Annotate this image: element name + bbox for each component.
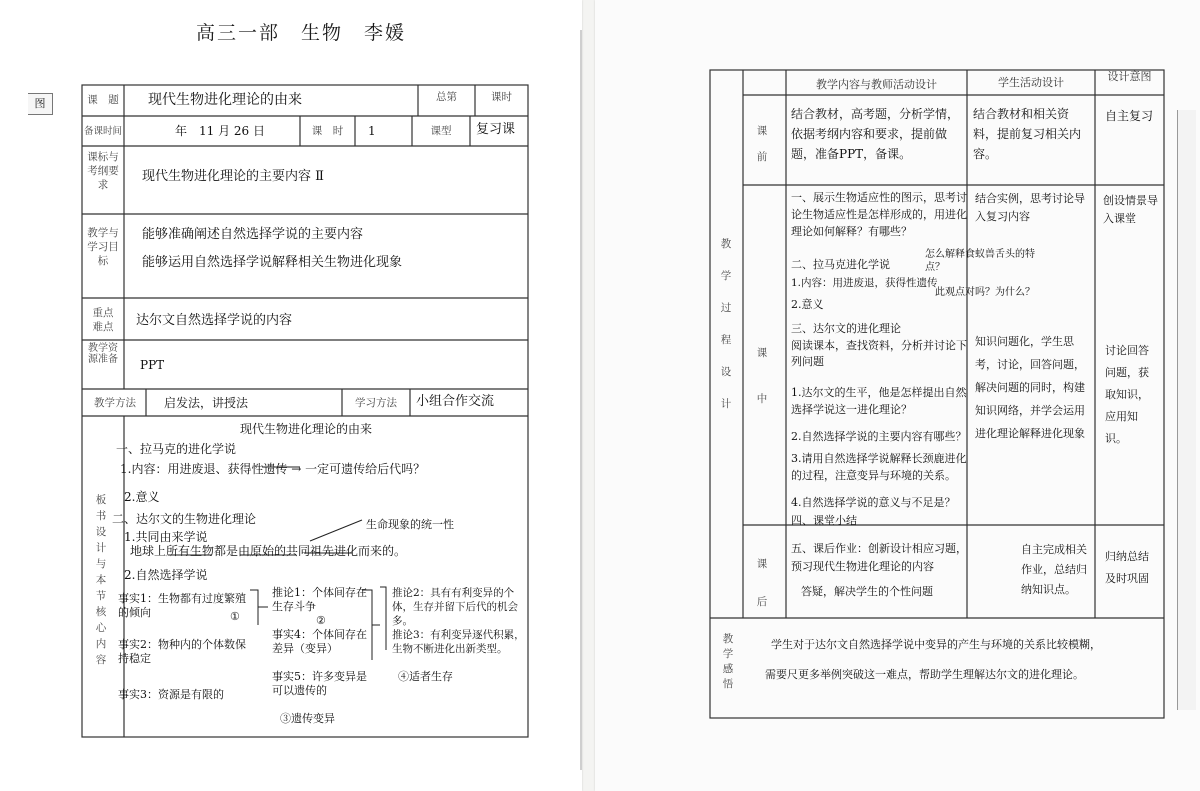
- teach-method-value: 启发法，讲授法: [164, 396, 249, 410]
- periods-value: 1: [368, 124, 376, 138]
- period-unit-label: 课时: [491, 91, 512, 103]
- reflection-line-1: 学生对于达尔文自然选择学说中变异的产生与环境的关系比较模糊，: [771, 638, 1101, 651]
- prep-date: 年 11 月 26 日: [175, 124, 265, 138]
- reflection-line-2: 需要尺更多举例突破这一难点，帮助学生理解达尔文的进化理论。: [765, 668, 1084, 681]
- pre-student: 结合教材和相关资料，提前复习相关内容。: [973, 107, 1082, 161]
- fact-3: 事实3：资源是有限的: [118, 688, 224, 701]
- inference-3-mark: ④适者生存: [398, 670, 453, 683]
- board-line-7: 2.自然选择学说: [124, 568, 208, 582]
- header-content: 教学内容与教师活动设计: [816, 78, 937, 91]
- in-c9: 3.请用自然选择学说解释长颈鹿进化的过程，注意变异与环境的关系。: [791, 452, 967, 482]
- pre-content: 结合教材，高考题，分析学情，依据考纲内容和要求，提前做题，准备PPT，备课。: [791, 107, 960, 161]
- standard-value: 现代生物进化理论的主要内容 Ⅱ: [142, 169, 324, 184]
- right-page: [595, 0, 1200, 791]
- board-line-1: 一、拉马克的进化学说: [116, 442, 237, 456]
- board-line-5: 1.共同由来学说: [124, 530, 208, 544]
- standard-label: 课标与考纲要求: [87, 151, 119, 191]
- in-c8: 2.自然选择学说的主要内容有哪些？: [791, 430, 967, 443]
- post-content: 五、课后作业：创新设计相应习题，预习现代生物进化理论的内容: [791, 542, 967, 573]
- section-in: 课中: [756, 347, 768, 405]
- in-c6: 阅读课本，查找资料，分析并讨论下列问题: [791, 339, 967, 368]
- goal-2: 能够运用自然选择学说解释相关生物进化现象: [142, 255, 403, 270]
- inference-1: 推论1：个体间存在生存斗争: [272, 586, 367, 613]
- in-c1: 一、展示生物适应性的图示，思考讨论生物适应性是怎样形成的，用进化理论如何解释？有哪些？: [791, 191, 967, 238]
- in-c7: 1.达尔文的生平，他是怎样提出自然选择学说这一进化理论？: [791, 386, 967, 416]
- margin-tab: 图: [28, 93, 53, 115]
- keypoints-value: 达尔文自然选择学说的内容: [136, 313, 293, 328]
- fact-1: 事实1：生物都有过度繁殖的倾向: [118, 592, 246, 619]
- goal-1: 能够准确阐述自然选择学说的主要内容: [142, 227, 364, 242]
- right-edge-tab: [1177, 110, 1196, 710]
- board-title: 现代生物进化理论的由来: [240, 422, 373, 436]
- board-line-6: 地球上所有生物都是由原始的共同祖先进化而来的。: [130, 544, 407, 558]
- in-s2: 知识问题化，学生思考，讨论，回答问题，解决问题的同时，构建知识网络，并学会运用进化理论解释进化现象: [975, 335, 1085, 440]
- post-content-2: 答疑，解决学生的个性问题: [801, 585, 933, 598]
- fact-1-mark: ①: [230, 610, 240, 623]
- board-line-4: 二、达尔文的生物进化理论: [112, 512, 257, 526]
- post-student: 自主完成相关作业，总结归纳知识点。: [1021, 543, 1087, 596]
- header-intent: 设计意图: [1107, 70, 1152, 83]
- fact-2: 事实2：物种内的个体数保持稳定: [118, 638, 246, 665]
- fact-4: 事实4：个体间存在差异（变异）: [272, 628, 367, 655]
- topic-value: 现代生物进化理论的由来: [148, 92, 302, 108]
- in-d2: 讨论回答问题，获取知识，应用知识。: [1105, 344, 1149, 445]
- fact-5-mark: ③遗传变异: [280, 712, 335, 725]
- board-label: 板书设计与本节核心内容: [95, 494, 107, 666]
- page-spine: [580, 30, 582, 770]
- in-c2: 二、拉马克进化学说: [791, 258, 890, 271]
- in-d1: 创设情景导入课堂: [1103, 194, 1158, 225]
- goals-label: 教学与学习目标: [87, 227, 119, 267]
- learn-method-value: 小组合作交流: [416, 394, 495, 409]
- in-c11: 四、课堂小结: [791, 514, 857, 527]
- lesson-type-value: 复习课: [476, 122, 516, 137]
- lesson-type-label: 课型: [430, 125, 452, 137]
- resources-value: PPT: [140, 358, 165, 372]
- learn-method-label: 学习方法: [355, 397, 397, 409]
- section-pre: 课前: [756, 125, 768, 163]
- resources-label: 教学资源准备: [88, 343, 118, 365]
- board-line-4b: 生命现象的统一性: [366, 518, 454, 531]
- section-reflection: 教学感悟: [722, 633, 734, 690]
- section-post: 课后: [756, 558, 768, 608]
- in-c3: 1.内容：用进废退，获得性遗传: [791, 277, 938, 289]
- in-c3-note: 怎么解释食蚁兽舌头的特点？: [925, 249, 1035, 273]
- in-c10: 4.自然选择学说的意义与不足是？: [791, 496, 956, 509]
- fact-5: 事实5：许多变异是可以遗传的: [272, 670, 367, 697]
- board-line-2: 1.内容：用进废退、获得性遗传 → 一定可遗传给后代吗？: [120, 462, 426, 476]
- left-page: [0, 0, 582, 791]
- page-header: 高三一部 生物 李媛: [196, 22, 407, 44]
- prep-time-label: 备课时间: [83, 126, 122, 137]
- teach-method-label: 教学方法: [94, 397, 136, 409]
- in-c4: 2.意义: [791, 298, 824, 311]
- inference-3: 推论3：有利变异逐代积累，生物不断进化出新类型。: [392, 629, 525, 655]
- in-c3-mark: 此观点对吗？为什么？: [935, 287, 1035, 298]
- pre-intent: 自主复习: [1105, 109, 1154, 123]
- header-student: 学生活动设计: [998, 76, 1064, 89]
- post-intent: 归纳总结及时巩固: [1105, 550, 1149, 585]
- inference-1-mark: ②: [316, 614, 326, 627]
- board-line-3: 2.意义: [124, 490, 160, 504]
- total-periods-label: 总第: [436, 91, 457, 103]
- periods-label: 课 时: [311, 125, 344, 137]
- inference-2: 推论2：具有有利变异的个体，生存并留下后代的机会多。: [392, 587, 518, 627]
- keypoints-label: 重点难点: [92, 307, 114, 333]
- section-process: 教学过程设计: [720, 238, 732, 410]
- topic-label: 课 题: [87, 94, 119, 106]
- in-s1: 结合实例，思考讨论导入复习内容: [975, 192, 1085, 223]
- in-c5: 三、达尔文的进化理论: [791, 322, 901, 335]
